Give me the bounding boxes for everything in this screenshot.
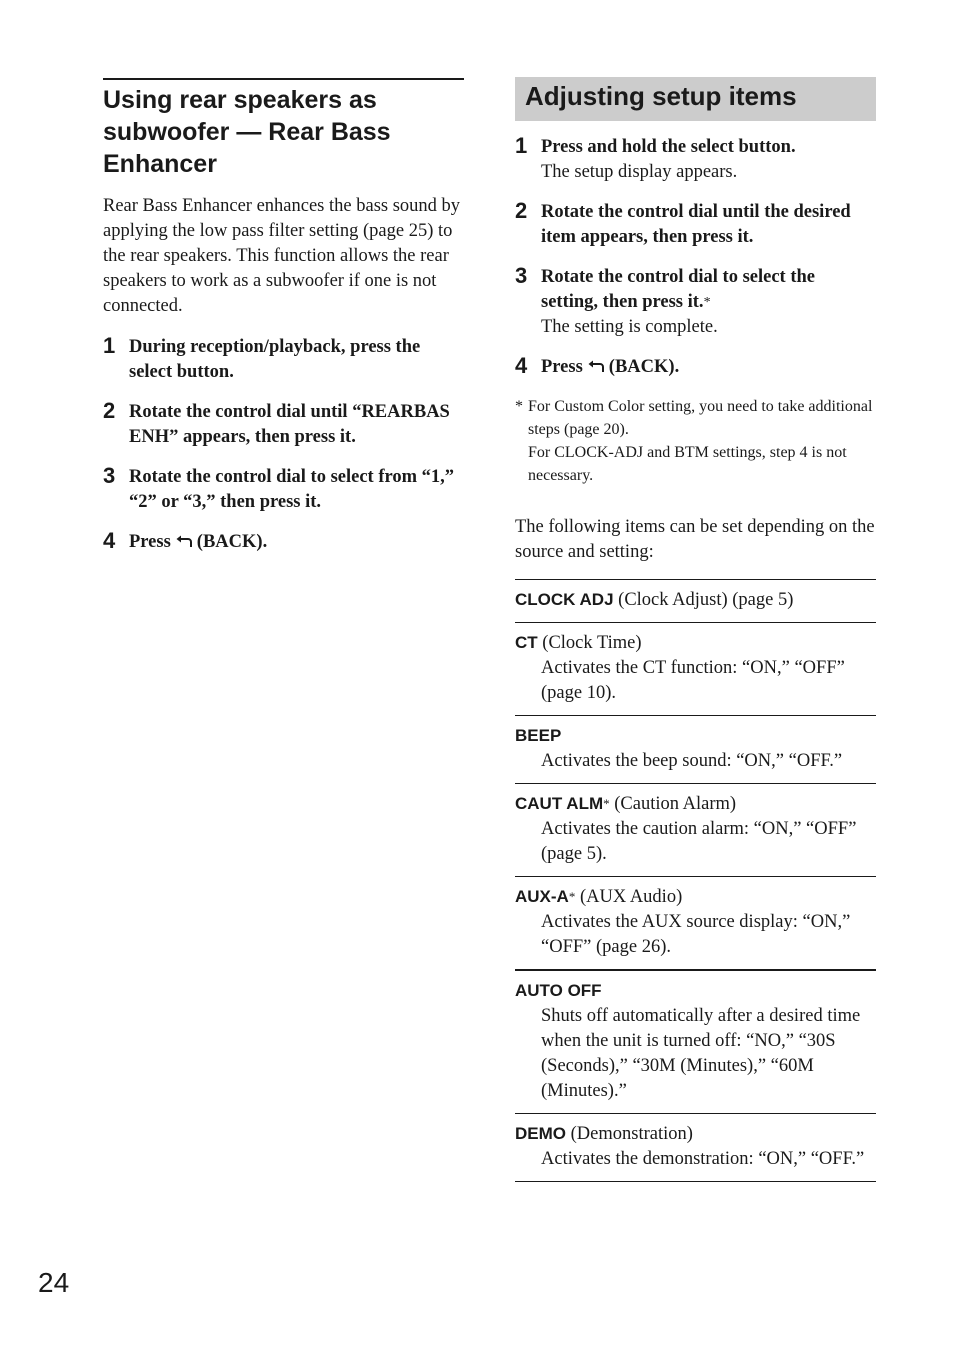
step-back-label: (BACK). (608, 357, 680, 377)
item-name: AUX-A (515, 887, 569, 906)
step-number: 2 (103, 398, 116, 423)
step-1 (515, 135, 876, 185)
list-item (515, 1114, 876, 1182)
item-description: Activates the CT function: “ON,” “OFF” (page 10). (541, 658, 845, 703)
left-column (103, 78, 464, 572)
item-description: Activates the caution alarm: “ON,” “OFF” (page 5). (541, 819, 857, 864)
step-back-label: (BACK). (196, 532, 268, 552)
back-arrow-icon (587, 357, 605, 382)
step-text (541, 265, 876, 315)
item-description: Activates the beep sound: “ON,” “OFF.” (541, 751, 843, 771)
item-label: (Demonstration) (570, 1124, 693, 1144)
list-item (515, 971, 876, 1114)
item-description: Shuts off automatically after a desired time when the unit is turned off: “NO,” “30S (Seconds),” “30M (Minutes),” “60M (Minutes).” (541, 1006, 861, 1101)
section-title-rear-bass: Using rear speakers as subwoofer — Rear Bass Enhancer (103, 78, 464, 180)
step-text: Rotate the control dial until the desired item appears, then press it. (541, 202, 851, 247)
item-name: CAUT ALM (515, 794, 604, 813)
footnote-line-2: For CLOCK-ADJ and BTM settings, step 4 is not necessary. (528, 444, 847, 484)
step-text: During reception/playback, press the select button. (129, 337, 421, 382)
step-number: 4 (515, 353, 528, 378)
step-number: 3 (515, 263, 528, 288)
step-4 (103, 530, 464, 557)
item-label: (AUX Audio) (579, 887, 683, 907)
item-label: (Clock Time) (542, 633, 642, 653)
step-3 (103, 465, 464, 515)
item-label: (Clock Adjust) (page 5) (618, 590, 794, 610)
item-description: Activates the demonstration: “ON,” “OFF.” (541, 1149, 865, 1169)
step-text (129, 530, 464, 557)
right-column (515, 77, 876, 1182)
section-intro: Rear Bass Enhancer enhances the bass sound by applying the low pass filter setting (page 25) to the rear speakers. This function allows the rear speakers to work as a subwoofer if one is not connected. (103, 196, 461, 316)
footnote (515, 395, 876, 487)
footnote-mark: * (703, 295, 711, 310)
back-arrow-icon (175, 532, 193, 557)
item-name: CLOCK ADJ (515, 590, 614, 609)
item-description: Activates the AUX source display: “ON,” “OFF” (page 26). (541, 912, 851, 957)
step-press-label: Press (129, 532, 171, 552)
list-item (515, 877, 876, 971)
step-text (541, 355, 876, 382)
setup-items-list (515, 579, 876, 1182)
step-number: 3 (103, 463, 116, 488)
setup-steps (515, 135, 876, 382)
step-text: Press and hold the select button. (541, 137, 796, 157)
step-number: 4 (103, 528, 116, 553)
list-item (515, 623, 876, 716)
step-text: Rotate the control dial until “REARBAS ENH” appears, then press it. (129, 402, 450, 447)
items-intro: The following items can be set depending on the source and setting: (515, 517, 875, 562)
footnote-mark: * (515, 398, 523, 415)
step-4 (515, 355, 876, 382)
item-label: (Caution Alarm) (614, 794, 737, 814)
step-1 (103, 335, 464, 385)
list-item (515, 580, 876, 623)
step-number: 1 (103, 333, 116, 358)
list-item (515, 784, 876, 877)
step-2 (515, 200, 876, 250)
item-name: DEMO (515, 1124, 566, 1143)
step-press-label: Press (541, 357, 583, 377)
rear-bass-steps (103, 335, 464, 557)
item-name: CT (515, 633, 538, 652)
item-name: BEEP (515, 726, 562, 745)
step-2 (103, 400, 464, 450)
step-text: Rotate the control dial to select from “1,” “2” or “3,” then press it. (129, 467, 455, 512)
step-result: The setup display appears. (541, 162, 738, 182)
footnote-line-1: For Custom Color setting, you need to take additional steps (page 20). (528, 398, 873, 438)
item-name: AUTO OFF (515, 981, 602, 1000)
step-text-main: Rotate the control dial to select the setting, then press it. (541, 267, 816, 312)
page-number: 24 (38, 1267, 70, 1298)
step-result: The setting is complete. (541, 317, 718, 337)
footnote-mark: * (603, 796, 610, 811)
section-title-setup: Adjusting setup items (515, 77, 876, 121)
step-number: 2 (515, 198, 528, 223)
step-number: 1 (515, 133, 528, 158)
step-3 (515, 265, 876, 340)
footnote-mark: * (568, 889, 576, 904)
list-item (515, 716, 876, 784)
